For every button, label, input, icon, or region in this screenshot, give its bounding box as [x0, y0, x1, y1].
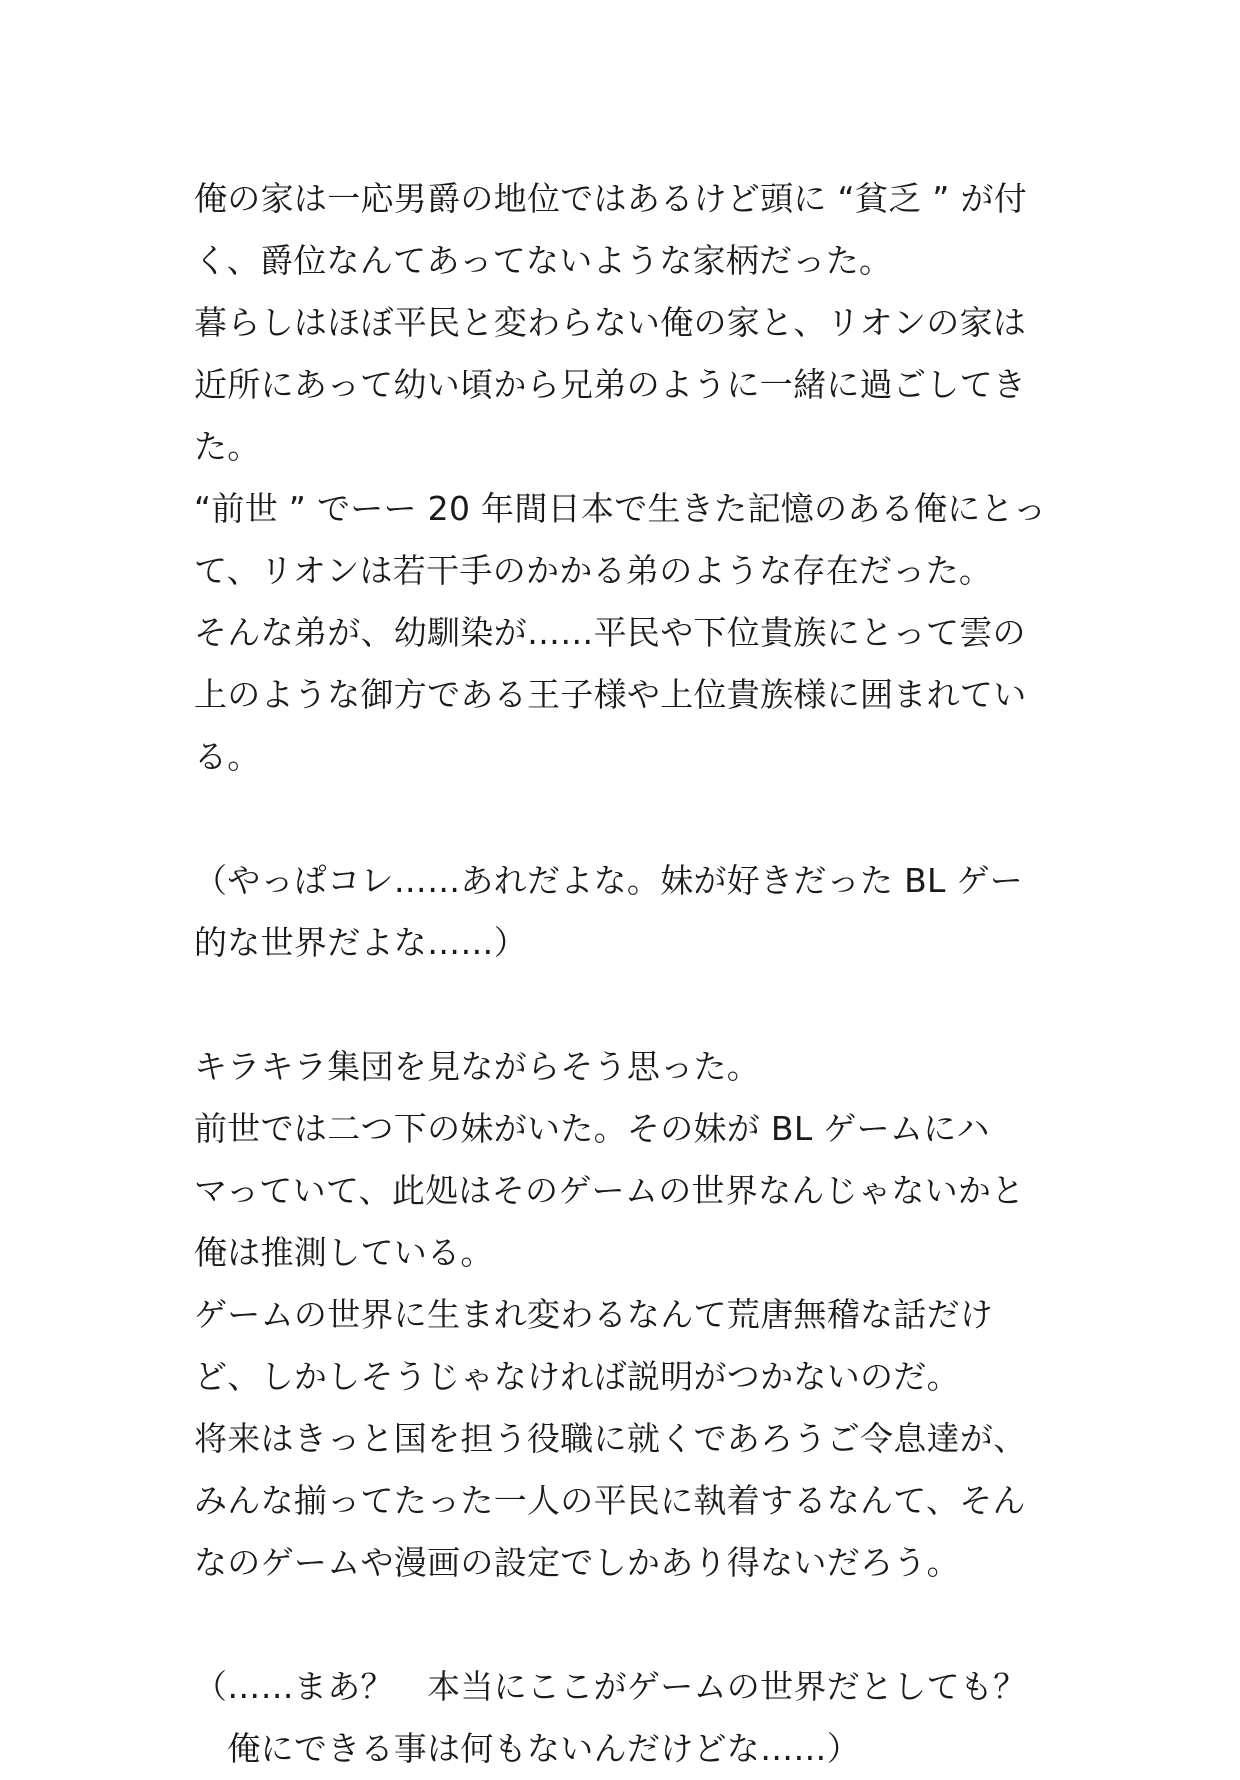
text-line: て、リオンは若干手のかかる弟のような存在だった。 [194, 551, 993, 590]
text-line: 暮らしはほぼ平民と変わらない俺の家と、リオンの家は [194, 303, 1027, 342]
text-line: 的な世界だよな……） [194, 923, 527, 962]
text-line: 近所にあって幼い頃から兄弟のように一緒に過ごしてき [194, 365, 1027, 404]
text-line: マっていて、此処はそのゲームの世界なんじゃないかと [194, 1171, 1025, 1210]
text-line: （やっぱコレ……あれだよな。妹が好きだった BL ゲー [194, 861, 1024, 900]
body-text [194, 168, 1074, 1780]
text-line: なのゲームや漫画の設定でしかあり得ないだろう。 [194, 1543, 960, 1582]
text-line: る。 [194, 737, 261, 776]
paragraph-break [194, 788, 1074, 850]
text-line: “前世 ” でーー 20 年間日本で生きた記憶のある俺にとっ [194, 489, 1047, 528]
paragraph-break [194, 1594, 1074, 1656]
text-line: みんな揃ってたった一人の平民に執着するなんて、そん [194, 1481, 1026, 1520]
text-line: く、爵位なんてあってないような家柄だった。 [194, 241, 893, 280]
text-line: 俺は推測している。 [194, 1233, 494, 1272]
text-line: 上のような御方である王子様や上位貴族様に囲まれてい [194, 675, 1027, 714]
text-line: そんな弟が、幼馴染が……平民や下位貴族にとって雲の [194, 613, 1026, 652]
text-line: 俺の家は一応男爵の地位ではあるけど頭に “貧乏 ” が付 [194, 179, 1028, 218]
text-line: た。 [194, 427, 261, 466]
text-line: 俺にできる事は何もないんだけどな……） [194, 1729, 860, 1768]
text-line: ど、しかしそうじゃなければ説明がつかないのだ。 [194, 1357, 960, 1396]
text-line: （……まあ？ 本当にここがゲームの世界だとしても？ [194, 1667, 1027, 1706]
text-line: ゲームの世界に生まれ変わるなんて荒唐無稽な話だけ [194, 1295, 994, 1334]
paragraph-break [194, 974, 1074, 1036]
text-line: 前世では二つ下の妹がいた。その妹が BL ゲームにハ [194, 1109, 990, 1148]
text-line: 将来はきっと国を担う役職に就くであろうご令息達が、 [194, 1419, 1027, 1458]
text-line: キラキラ集団を見ながらそう思った。 [194, 1047, 761, 1086]
